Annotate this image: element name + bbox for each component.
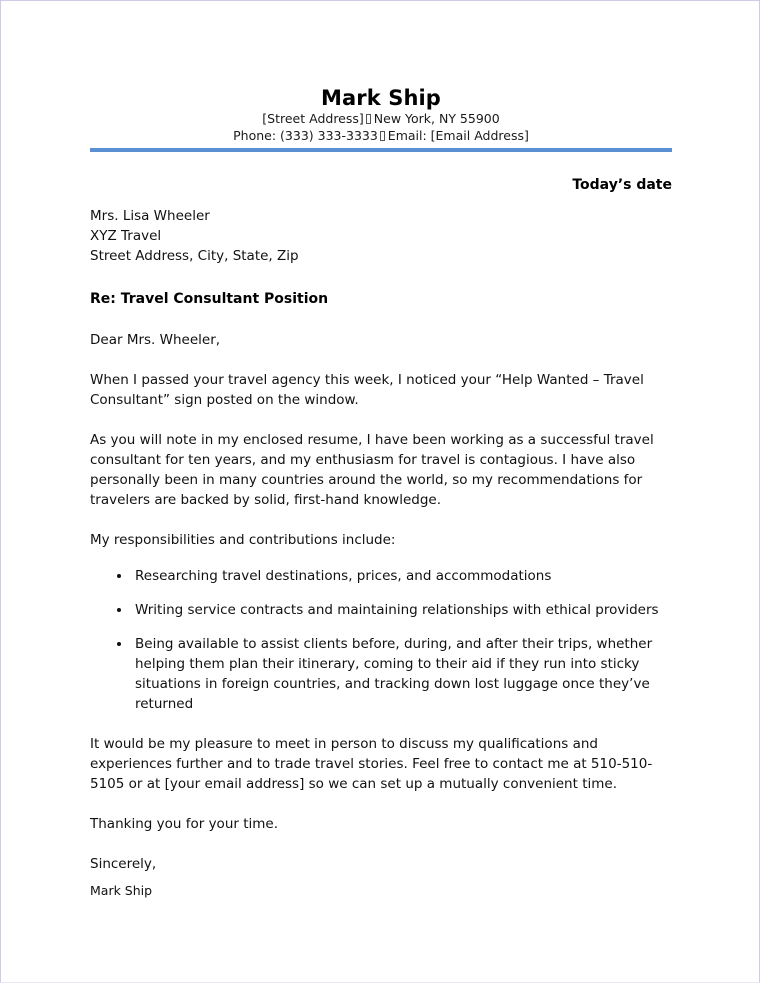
header-divider-rule: [90, 148, 672, 152]
closing-paragraph-1: It would be my pleasure to meet in person to discuss my qualifications and experiences further and to trade travel stories. Feel free to contact me at 510-510-5105 or at [your email address] so we can set up a mutually convenient time.: [90, 736, 653, 792]
sender-city-state-zip: New York, NY 55900: [373, 111, 500, 126]
body-paragraph-2: As you will note in my enclosed resume, I have been working as a successful travel consultant for ten years, and my enthusiasm for travel is contagious. I have also personally been in many countries around the world, so my recommendations for travelers are backed by solid, first-hand knowledge.: [90, 432, 654, 508]
bullet-icon: [117, 608, 121, 612]
body-paragraph-3: My responsibilities and contributions include:: [90, 532, 396, 548]
sender-street-address: [Street Address]: [262, 111, 364, 126]
recipient-block: [90, 206, 672, 266]
bullet-icon: [117, 642, 121, 646]
signoff: Sincerely,: [90, 856, 157, 872]
subject-line: Re: Travel Consultant Position: [90, 291, 329, 307]
list-item: [90, 634, 672, 714]
letter-date: Today’s date: [572, 177, 672, 193]
signature-name: Mark Ship: [90, 883, 153, 898]
sender-address-line: [90, 111, 672, 128]
closing-paragraph-2: Thanking you for your time.: [90, 816, 279, 832]
letterhead: [90, 1, 672, 152]
recipient-address: Street Address, City, State, Zip: [90, 248, 299, 264]
list-item-label: Being available to assist clients before, during, and after their trips, whether helping them plan their itinerary, coming to their aid if they run into sticky situations in foreign countries, and tracking down lost luggage once they’ve returned: [135, 636, 653, 712]
bullet-icon: [117, 574, 121, 578]
sender-name: Mark Ship: [321, 86, 441, 110]
letter-body: [90, 1, 672, 900]
sender-contact-line: [90, 128, 672, 145]
sender-email: Email: [Email Address]: [387, 127, 529, 143]
body-paragraph-1: When I passed your travel agency this week, I noticed your “Help Wanted – Travel Consultant” sign posted on the window.: [90, 372, 644, 408]
separator-glyph-icon: [366, 114, 371, 124]
responsibilities-list: [90, 566, 672, 714]
sender-phone: Phone: (333) 333-3333: [233, 127, 378, 143]
separator-glyph-icon: [380, 131, 385, 141]
list-item-label: Writing service contracts and maintaining relationships with ethical providers: [135, 602, 659, 618]
list-item-label: Researching travel destinations, prices, and accommodations: [135, 568, 552, 584]
recipient-company: XYZ Travel: [90, 228, 162, 244]
salutation: Dear Mrs. Wheeler,: [90, 332, 221, 348]
list-item: [90, 600, 672, 620]
recipient-name: Mrs. Lisa Wheeler: [90, 208, 210, 224]
list-item: [90, 566, 672, 586]
